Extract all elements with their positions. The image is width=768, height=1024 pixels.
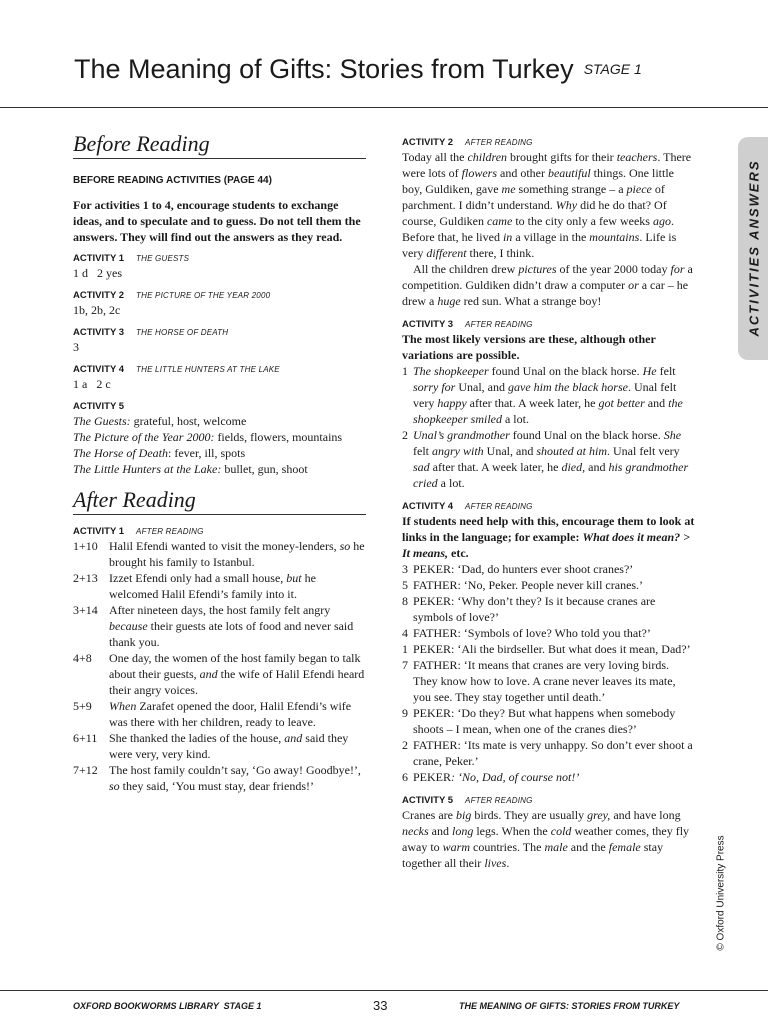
- copyright-notice: © Oxford University Press: [715, 835, 727, 951]
- item-number: 2+13: [73, 571, 98, 585]
- right-column: [402, 137, 695, 871]
- item-text: The shopkeeper found Unal on the black horse. He felt sorry for Unal, and gave him the black horse. Unal felt very happy after that. A week later, he got better and the shopkeeper smiled a lot.: [413, 364, 683, 426]
- activity4-item: [402, 641, 695, 657]
- activity5-line: The Guests: grateful, host, welcome: [73, 414, 247, 428]
- activity-sub-label: AFTER READING: [465, 796, 533, 805]
- item-number: 6: [402, 770, 408, 784]
- activity4-item: [402, 593, 695, 625]
- activity1-item: [73, 762, 366, 794]
- activity-sub-label: THE PICTURE OF THE YEAR 2000: [136, 291, 271, 300]
- activity-sub-label: AFTER READING: [465, 502, 533, 511]
- before-reading-activity: [73, 327, 366, 355]
- page-number: 33: [373, 998, 388, 1013]
- activities-answers-tab-label: ACTIVITIES ANSWERS: [746, 159, 762, 337]
- activity1-list: [73, 538, 366, 794]
- activity-answer: 3: [73, 340, 79, 354]
- item-number: 5: [402, 578, 408, 592]
- item-text: When Zarafet opened the door, Halil Efendi’s wife was there with her children, ready to leave.: [109, 699, 352, 729]
- activity3-item: [402, 427, 695, 491]
- activity-label: ACTIVITY 1: [73, 253, 125, 264]
- item-number: 8: [402, 594, 408, 608]
- item-number: 1: [402, 642, 408, 656]
- activity-label: ACTIVITY 3: [402, 319, 454, 330]
- activity3-list: [402, 363, 695, 491]
- activity-label: ACTIVITY 5: [402, 795, 454, 806]
- activity-sub-label: THE LITTLE HUNTERS AT THE LAKE: [136, 365, 280, 374]
- page-title: [74, 54, 642, 85]
- before-reading-intro: For activities 1 to 4, encourage students to exchange ideas, and to speculate and to guess. Do not tell them the answers. They will find out the answers as they read.: [73, 198, 361, 244]
- activity4-item: [402, 625, 695, 641]
- footer-rule: [0, 990, 768, 991]
- item-text: After nineteen days, the host family felt angry because their guests ate lots of food and never said thank you.: [109, 603, 354, 649]
- activity-answer: 1 a 2 c: [73, 377, 111, 391]
- item-number: 1: [402, 364, 408, 378]
- activity5-line: The Picture of the Year 2000: fields, flowers, mountains: [73, 430, 343, 444]
- activity2-paragraph: All the children drew pictures of the year 2000 today for a competition. Guldiken didn’t draw a computer or a car – he drew a huge red sun. What a strange boy!: [402, 262, 693, 308]
- activity-label: ACTIVITY 4: [73, 364, 125, 375]
- after-reading-activity-3: [402, 319, 695, 491]
- activity4-list: [402, 561, 695, 785]
- activity1-item: [73, 570, 366, 602]
- item-number: 3+14: [73, 603, 98, 617]
- item-text: Unal’s grandmother found Unal on the black horse. She felt angry with Unal, and shouted at him. Unal felt very sad after that. A week later, he died, and his grandmother cried a lot.: [413, 428, 689, 490]
- after-reading-activity-4: [402, 501, 695, 785]
- activity1-item: [73, 602, 366, 650]
- item-number: 7: [402, 658, 408, 672]
- item-text: PEKER: ‘No, Dad, of course not!’: [413, 770, 580, 784]
- item-number: 7+12: [73, 763, 98, 777]
- activity1-item: [73, 730, 366, 762]
- activity-label: ACTIVITY 5: [73, 401, 125, 412]
- item-text: PEKER: ‘Do they? But what happens when somebody shoots – I mean, when one of the cranes dies?’: [413, 706, 676, 736]
- activity-sub-label: THE GUESTS: [136, 254, 190, 263]
- item-number: 6+11: [73, 731, 98, 745]
- after-reading-activity-1: [73, 526, 366, 794]
- activity4-item: [402, 769, 695, 785]
- item-text: The host family couldn’t say, ‘Go away! Goodbye!’, so they said, ‘You must stay, dear friends!’: [109, 763, 361, 793]
- item-text: FATHER: ‘Symbols of love? Who told you that?’: [413, 626, 651, 640]
- item-number: 9: [402, 706, 408, 720]
- activity-label: ACTIVITY 2: [73, 290, 125, 301]
- activity4-intro: If students need help with this, encourage them to look at links in the language; for example: What does it mean? > It means, etc.: [402, 514, 695, 560]
- activity5-line: The Horse of Death: fever, ill, spots: [73, 446, 246, 460]
- before-reading-activity-5: [73, 401, 366, 477]
- before-reading-activity: [73, 364, 366, 392]
- activity3-item: [402, 363, 695, 427]
- item-number: 5+9: [73, 699, 92, 713]
- activity4-item: [402, 657, 695, 705]
- activity5-line: The Little Hunters at the Lake: bullet, gun, shoot: [73, 462, 308, 476]
- footer-book-title: THE MEANING OF GIFTS: STORIES FROM TURKEY: [459, 1001, 680, 1011]
- item-text: PEKER: ‘Why don’t they? Is it because cranes are symbols of love?’: [413, 594, 656, 624]
- activity-label: ACTIVITY 3: [73, 327, 125, 338]
- left-column: [73, 131, 366, 794]
- item-text: PEKER: ‘Ali the birdseller. But what does it mean, Dad?’: [413, 642, 691, 656]
- item-text: Halil Efendi wanted to visit the money-lenders, so he brought his family to Istanbul.: [109, 539, 365, 569]
- activity-sub-label: AFTER READING: [465, 320, 533, 329]
- after-reading-activity-2: [402, 137, 695, 309]
- item-text: FATHER: ‘It means that cranes are very loving birds. They know how to love. A crane never leaves its mate, you see. They stay together until death.’: [413, 658, 676, 704]
- activity1-item: [73, 538, 366, 570]
- activity1-item: [73, 650, 366, 698]
- item-number: 2: [402, 428, 408, 442]
- item-number: 1+10: [73, 539, 98, 553]
- activity-sub-label: AFTER READING: [465, 138, 533, 147]
- activity-label: ACTIVITY 1: [73, 526, 125, 537]
- activity-label: ACTIVITY 2: [402, 137, 454, 148]
- item-text: She thanked the ladies of the house, and said they were very, very kind.: [109, 731, 349, 761]
- activity3-intro: The most likely versions are these, although other variations are possible.: [402, 332, 656, 362]
- before-reading-activity: [73, 290, 366, 318]
- before-reading-activity: [73, 253, 366, 281]
- activity-answer: 1 d 2 yes: [73, 266, 122, 280]
- page-title-text: The Meaning of Gifts: Stories from Turkey: [74, 54, 574, 84]
- item-number: 4: [402, 626, 408, 640]
- item-number: 4+8: [73, 651, 92, 665]
- before-reading-subheading: BEFORE READING ACTIVITIES (PAGE 44): [73, 175, 272, 186]
- item-text: FATHER: ‘Its mate is very unhappy. So don’t ever shoot a crane, Peker.’: [413, 738, 693, 768]
- item-text: One day, the women of the host family began to talk about their guests, and the wife of Halil Efendi heard their angry voices.: [109, 651, 365, 697]
- activity-sub-label: AFTER READING: [136, 527, 204, 536]
- footer-series: OXFORD BOOKWORMS LIBRARY STAGE 1: [73, 1001, 262, 1011]
- activity4-item: [402, 577, 695, 593]
- activity5-paragraph: Cranes are big birds. They are usually grey, and have long necks and long legs. When the cold weather comes, they fly away to warm countries. The male and the female stay together all their lives.: [402, 808, 690, 870]
- stage-label: STAGE 1: [583, 61, 642, 77]
- after-reading-activity-5: [402, 795, 695, 871]
- before-reading-heading: Before Reading: [73, 131, 366, 159]
- item-number: 3: [402, 562, 408, 576]
- item-text: FATHER: ‘No, Peker. People never kill cranes.’: [413, 578, 644, 592]
- activity4-item: [402, 737, 695, 769]
- activity4-item: [402, 705, 695, 737]
- activity-sub-label: THE HORSE OF DEATH: [136, 328, 229, 337]
- item-number: 2: [402, 738, 408, 752]
- item-text: PEKER: ‘Dad, do hunters ever shoot cranes?’: [413, 562, 634, 576]
- after-reading-heading: After Reading: [73, 487, 366, 515]
- header-rule: [0, 107, 768, 108]
- item-text: Izzet Efendi only had a small house, but he welcomed Halil Efendi’s family into it.: [109, 571, 316, 601]
- activity4-item: [402, 561, 695, 577]
- activity1-item: [73, 698, 366, 730]
- activity-label: ACTIVITY 4: [402, 501, 454, 512]
- activity2-paragraph: Today all the children brought gifts for their teachers. There were lots of flowers and other beautiful things. One little boy, Guldiken, gave me something strange – a piece of parchment. I didn’t understand. Why did he do that? Of course, Guldiken came to the city only a few weeks ago. Before that, he lived in a village in the mountains. Life is very different there, I think.: [402, 150, 692, 260]
- activity-answer: 1b, 2b, 2c: [73, 303, 121, 317]
